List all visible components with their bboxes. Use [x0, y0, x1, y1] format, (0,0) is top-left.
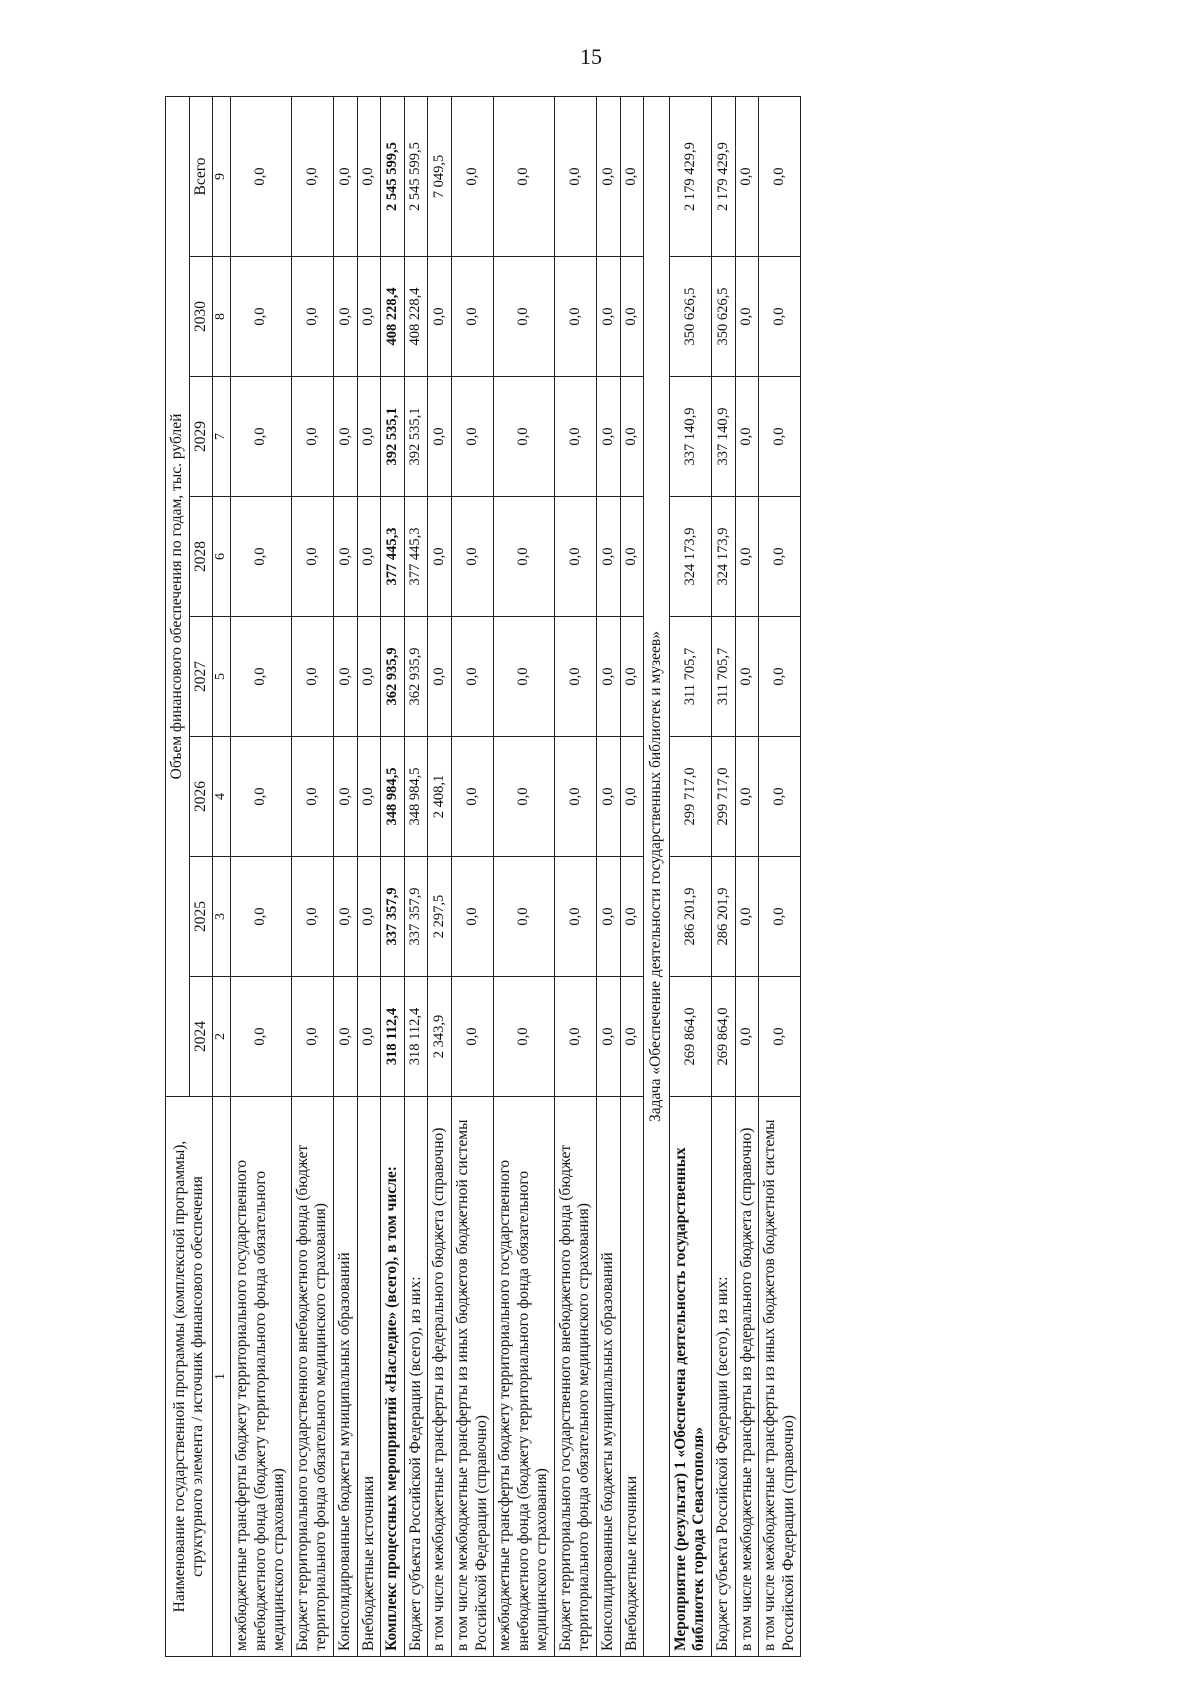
table-row: [669, 97, 711, 1657]
table-row: [597, 97, 621, 1657]
column-index: 1: [213, 1097, 231, 1657]
name-column-header: Наименование государственной программы (комплексной программы), структурного элемента / источник финансового обеспечения: [166, 1097, 213, 1657]
amount-cell: 0,0: [735, 377, 759, 497]
year-header: 2024: [189, 977, 213, 1097]
amount-cell: 0,0: [620, 977, 644, 1097]
year-header: 2029: [189, 377, 213, 497]
amount-cell: 0,0: [597, 257, 621, 377]
amount-cell: 0,0: [291, 97, 333, 257]
amount-cell: 0,0: [735, 497, 759, 617]
amount-cell: 0,0: [451, 97, 493, 257]
amount-cell: 0,0: [291, 497, 333, 617]
amount-cell: 337 357,9: [404, 857, 428, 977]
table-row: [451, 97, 493, 1657]
amount-cell: 0,0: [735, 97, 759, 257]
amount-cell: 0,0: [620, 377, 644, 497]
source-name: Бюджет субъекта Российской Федерации (всего), из них:: [712, 1097, 736, 1657]
amount-cell: 0,0: [451, 497, 493, 617]
amount-cell: 269 864,0: [669, 977, 711, 1097]
amount-cell: 0,0: [357, 617, 381, 737]
amount-cell: 2 408,1: [428, 737, 452, 857]
volume-header: Объем финансового обеспечения по годам, тыс. рублей: [166, 97, 190, 1097]
amount-cell: 0,0: [357, 497, 381, 617]
amount-cell: 0,0: [620, 737, 644, 857]
amount-cell: 2 343,9: [428, 977, 452, 1097]
amount-cell: 0,0: [597, 737, 621, 857]
amount-cell: 0,0: [451, 857, 493, 977]
amount-cell: 0,0: [291, 257, 333, 377]
table-row: [620, 97, 644, 1657]
amount-cell: 377 445,3: [381, 497, 405, 617]
amount-cell: 0,0: [554, 497, 596, 617]
amount-cell: 0,0: [620, 617, 644, 737]
amount-cell: 2 297,5: [428, 857, 452, 977]
amount-cell: 0,0: [759, 977, 801, 1097]
table-row: [404, 97, 428, 1657]
amount-cell: 348 984,5: [404, 737, 428, 857]
amount-cell: 0,0: [554, 257, 596, 377]
column-index: 2: [213, 977, 231, 1097]
amount-cell: 0,0: [735, 857, 759, 977]
amount-cell: 0,0: [735, 737, 759, 857]
amount-cell: 311 705,7: [669, 617, 711, 737]
column-index: 3: [213, 857, 231, 977]
amount-cell: 0,0: [230, 977, 291, 1097]
source-name: Внебюджетные источники: [620, 1097, 644, 1657]
amount-cell: 0,0: [759, 257, 801, 377]
amount-cell: 0,0: [451, 377, 493, 497]
amount-cell: 0,0: [597, 97, 621, 257]
amount-cell: 0,0: [494, 257, 555, 377]
amount-cell: 318 112,4: [381, 977, 405, 1097]
table-row: [712, 97, 736, 1657]
year-header: 2025: [189, 857, 213, 977]
amount-cell: 0,0: [333, 377, 357, 497]
amount-cell: 2 545 599,5: [404, 97, 428, 257]
amount-cell: 350 626,5: [712, 257, 736, 377]
amount-cell: 0,0: [735, 617, 759, 737]
table-row: [735, 97, 759, 1657]
amount-cell: 0,0: [230, 857, 291, 977]
amount-cell: 362 935,9: [381, 617, 405, 737]
rotated-table-area: [165, 97, 1055, 1657]
amount-cell: 408 228,4: [381, 257, 405, 377]
amount-cell: 0,0: [357, 977, 381, 1097]
table-row: [333, 97, 357, 1657]
amount-cell: 0,0: [554, 737, 596, 857]
amount-cell: 324 173,9: [669, 497, 711, 617]
year-header: 2028: [189, 497, 213, 617]
amount-cell: 0,0: [428, 377, 452, 497]
source-name: Бюджет территориального государственного внебюджетного фонда (бюджет территориального фонда обязательного медицинского страхования): [291, 1097, 333, 1657]
source-name: в том числе межбюджетные трансферты из иных бюджетов бюджетной системы Российской Федерации (справочно): [451, 1097, 493, 1657]
source-name: в том числе межбюджетные трансферты из федерального бюджета (справочно): [735, 1097, 759, 1657]
amount-cell: 0,0: [291, 617, 333, 737]
source-name: межбюджетные трансферты бюджету территориального государственного внебюджетного фонда (бюджету территориального фонда обязательного медицинского страхования): [230, 1097, 291, 1657]
amount-cell: 299 717,0: [712, 737, 736, 857]
amount-cell: 0,0: [357, 257, 381, 377]
amount-cell: 0,0: [333, 977, 357, 1097]
amount-cell: 0,0: [759, 857, 801, 977]
amount-cell: 0,0: [230, 497, 291, 617]
amount-cell: 0,0: [494, 737, 555, 857]
amount-cell: 0,0: [597, 377, 621, 497]
amount-cell: 0,0: [291, 377, 333, 497]
amount-cell: 0,0: [428, 497, 452, 617]
table-row: [554, 97, 596, 1657]
amount-cell: 2 179 429,9: [669, 97, 711, 257]
amount-cell: 392 535,1: [381, 377, 405, 497]
source-name: Внебюджетные источники: [357, 1097, 381, 1657]
amount-cell: 299 717,0: [669, 737, 711, 857]
year-header: 2030: [189, 257, 213, 377]
amount-cell: 0,0: [735, 977, 759, 1097]
column-index: 5: [213, 617, 231, 737]
amount-cell: 0,0: [554, 377, 596, 497]
amount-cell: 0,0: [230, 617, 291, 737]
amount-cell: 377 445,3: [404, 497, 428, 617]
amount-cell: 0,0: [230, 97, 291, 257]
column-index: 8: [213, 257, 231, 377]
amount-cell: 0,0: [451, 257, 493, 377]
amount-cell: 0,0: [494, 857, 555, 977]
table-row: [428, 97, 452, 1657]
column-index: 9: [213, 97, 231, 257]
column-index: 6: [213, 497, 231, 617]
amount-cell: 0,0: [554, 617, 596, 737]
table-row: [357, 97, 381, 1657]
source-name: Бюджет субъекта Российской Федерации (всего), из них:: [404, 1097, 428, 1657]
amount-cell: 286 201,9: [669, 857, 711, 977]
table-row: [230, 97, 291, 1657]
amount-cell: 0,0: [333, 857, 357, 977]
amount-cell: 362 935,9: [404, 617, 428, 737]
amount-cell: 0,0: [230, 377, 291, 497]
amount-cell: 0,0: [494, 377, 555, 497]
amount-cell: 337 140,9: [669, 377, 711, 497]
table-row: [759, 97, 801, 1657]
amount-cell: 318 112,4: [404, 977, 428, 1097]
amount-cell: 2 179 429,9: [712, 97, 736, 257]
amount-cell: 0,0: [357, 97, 381, 257]
amount-cell: 0,0: [597, 857, 621, 977]
source-name: Мероприятие (результат) 1 «Обеспечена деятельность государственных библиотек города Севастополя»: [669, 1097, 711, 1657]
table-row: [291, 97, 333, 1657]
amount-cell: 0,0: [759, 497, 801, 617]
amount-cell: 269 864,0: [712, 977, 736, 1097]
amount-cell: 0,0: [554, 97, 596, 257]
amount-cell: 0,0: [759, 377, 801, 497]
amount-cell: 392 535,1: [404, 377, 428, 497]
amount-cell: 0,0: [597, 977, 621, 1097]
amount-cell: 0,0: [451, 617, 493, 737]
amount-cell: 337 140,9: [712, 377, 736, 497]
year-header: 2027: [189, 617, 213, 737]
amount-cell: 0,0: [494, 617, 555, 737]
amount-cell: 0,0: [291, 857, 333, 977]
amount-cell: 0,0: [597, 617, 621, 737]
amount-cell: 0,0: [735, 257, 759, 377]
amount-cell: 0,0: [333, 97, 357, 257]
source-name: Консолидированные бюджеты муниципальных образований: [333, 1097, 357, 1657]
amount-cell: 0,0: [451, 977, 493, 1097]
amount-cell: 0,0: [333, 497, 357, 617]
amount-cell: 0,0: [759, 617, 801, 737]
amount-cell: 0,0: [451, 737, 493, 857]
amount-cell: 0,0: [230, 737, 291, 857]
financing-table: [165, 96, 801, 1657]
amount-cell: 0,0: [620, 97, 644, 257]
year-header: Всего: [189, 97, 213, 257]
task-title: Задача «Обеспечение деятельности государственных библиотек и музеев»: [644, 97, 670, 1657]
amount-cell: 0,0: [554, 977, 596, 1097]
amount-cell: 0,0: [620, 497, 644, 617]
amount-cell: 0,0: [333, 617, 357, 737]
amount-cell: 0,0: [291, 737, 333, 857]
amount-cell: 0,0: [357, 737, 381, 857]
amount-cell: 324 173,9: [712, 497, 736, 617]
amount-cell: 348 984,5: [381, 737, 405, 857]
amount-cell: 0,0: [333, 737, 357, 857]
amount-cell: 0,0: [357, 377, 381, 497]
amount-cell: 0,0: [620, 857, 644, 977]
amount-cell: 350 626,5: [669, 257, 711, 377]
amount-cell: 0,0: [428, 617, 452, 737]
amount-cell: 0,0: [428, 257, 452, 377]
source-name: межбюджетные трансферты бюджету территориального государственного внебюджетного фонда (бюджету территориального фонда обязательного медицинского страхования): [494, 1097, 555, 1657]
amount-cell: 0,0: [494, 977, 555, 1097]
source-name: в том числе межбюджетные трансферты из иных бюджетов бюджетной системы Российской Федерации (справочно): [759, 1097, 801, 1657]
amount-cell: 0,0: [554, 857, 596, 977]
amount-cell: 286 201,9: [712, 857, 736, 977]
year-header: 2026: [189, 737, 213, 857]
amount-cell: 311 705,7: [712, 617, 736, 737]
amount-cell: 0,0: [759, 737, 801, 857]
page-number: 15: [580, 44, 602, 69]
column-index: 4: [213, 737, 231, 857]
source-name: в том числе межбюджетные трансферты из федерального бюджета (справочно): [428, 1097, 452, 1657]
column-index: 7: [213, 377, 231, 497]
source-name: Комплекс процессных мероприятий «Наследие» (всего), в том числе:: [381, 1097, 405, 1657]
amount-cell: 337 357,9: [381, 857, 405, 977]
amount-cell: 7 049,5: [428, 97, 452, 257]
source-name: Бюджет территориального государственного внебюджетного фонда (бюджет территориального фонда обязательного медицинского страхования): [554, 1097, 596, 1657]
amount-cell: 0,0: [494, 97, 555, 257]
table-row: [494, 97, 555, 1657]
amount-cell: 0,0: [333, 257, 357, 377]
table-row: [381, 97, 405, 1657]
amount-cell: 0,0: [620, 257, 644, 377]
amount-cell: 2 545 599,5: [381, 97, 405, 257]
source-name: Консолидированные бюджеты муниципальных образований: [597, 1097, 621, 1657]
amount-cell: 0,0: [494, 497, 555, 617]
amount-cell: 0,0: [230, 257, 291, 377]
amount-cell: 0,0: [759, 97, 801, 257]
amount-cell: 0,0: [357, 857, 381, 977]
amount-cell: 0,0: [291, 977, 333, 1097]
table-row: [644, 97, 670, 1657]
amount-cell: 408 228,4: [404, 257, 428, 377]
amount-cell: 0,0: [597, 497, 621, 617]
